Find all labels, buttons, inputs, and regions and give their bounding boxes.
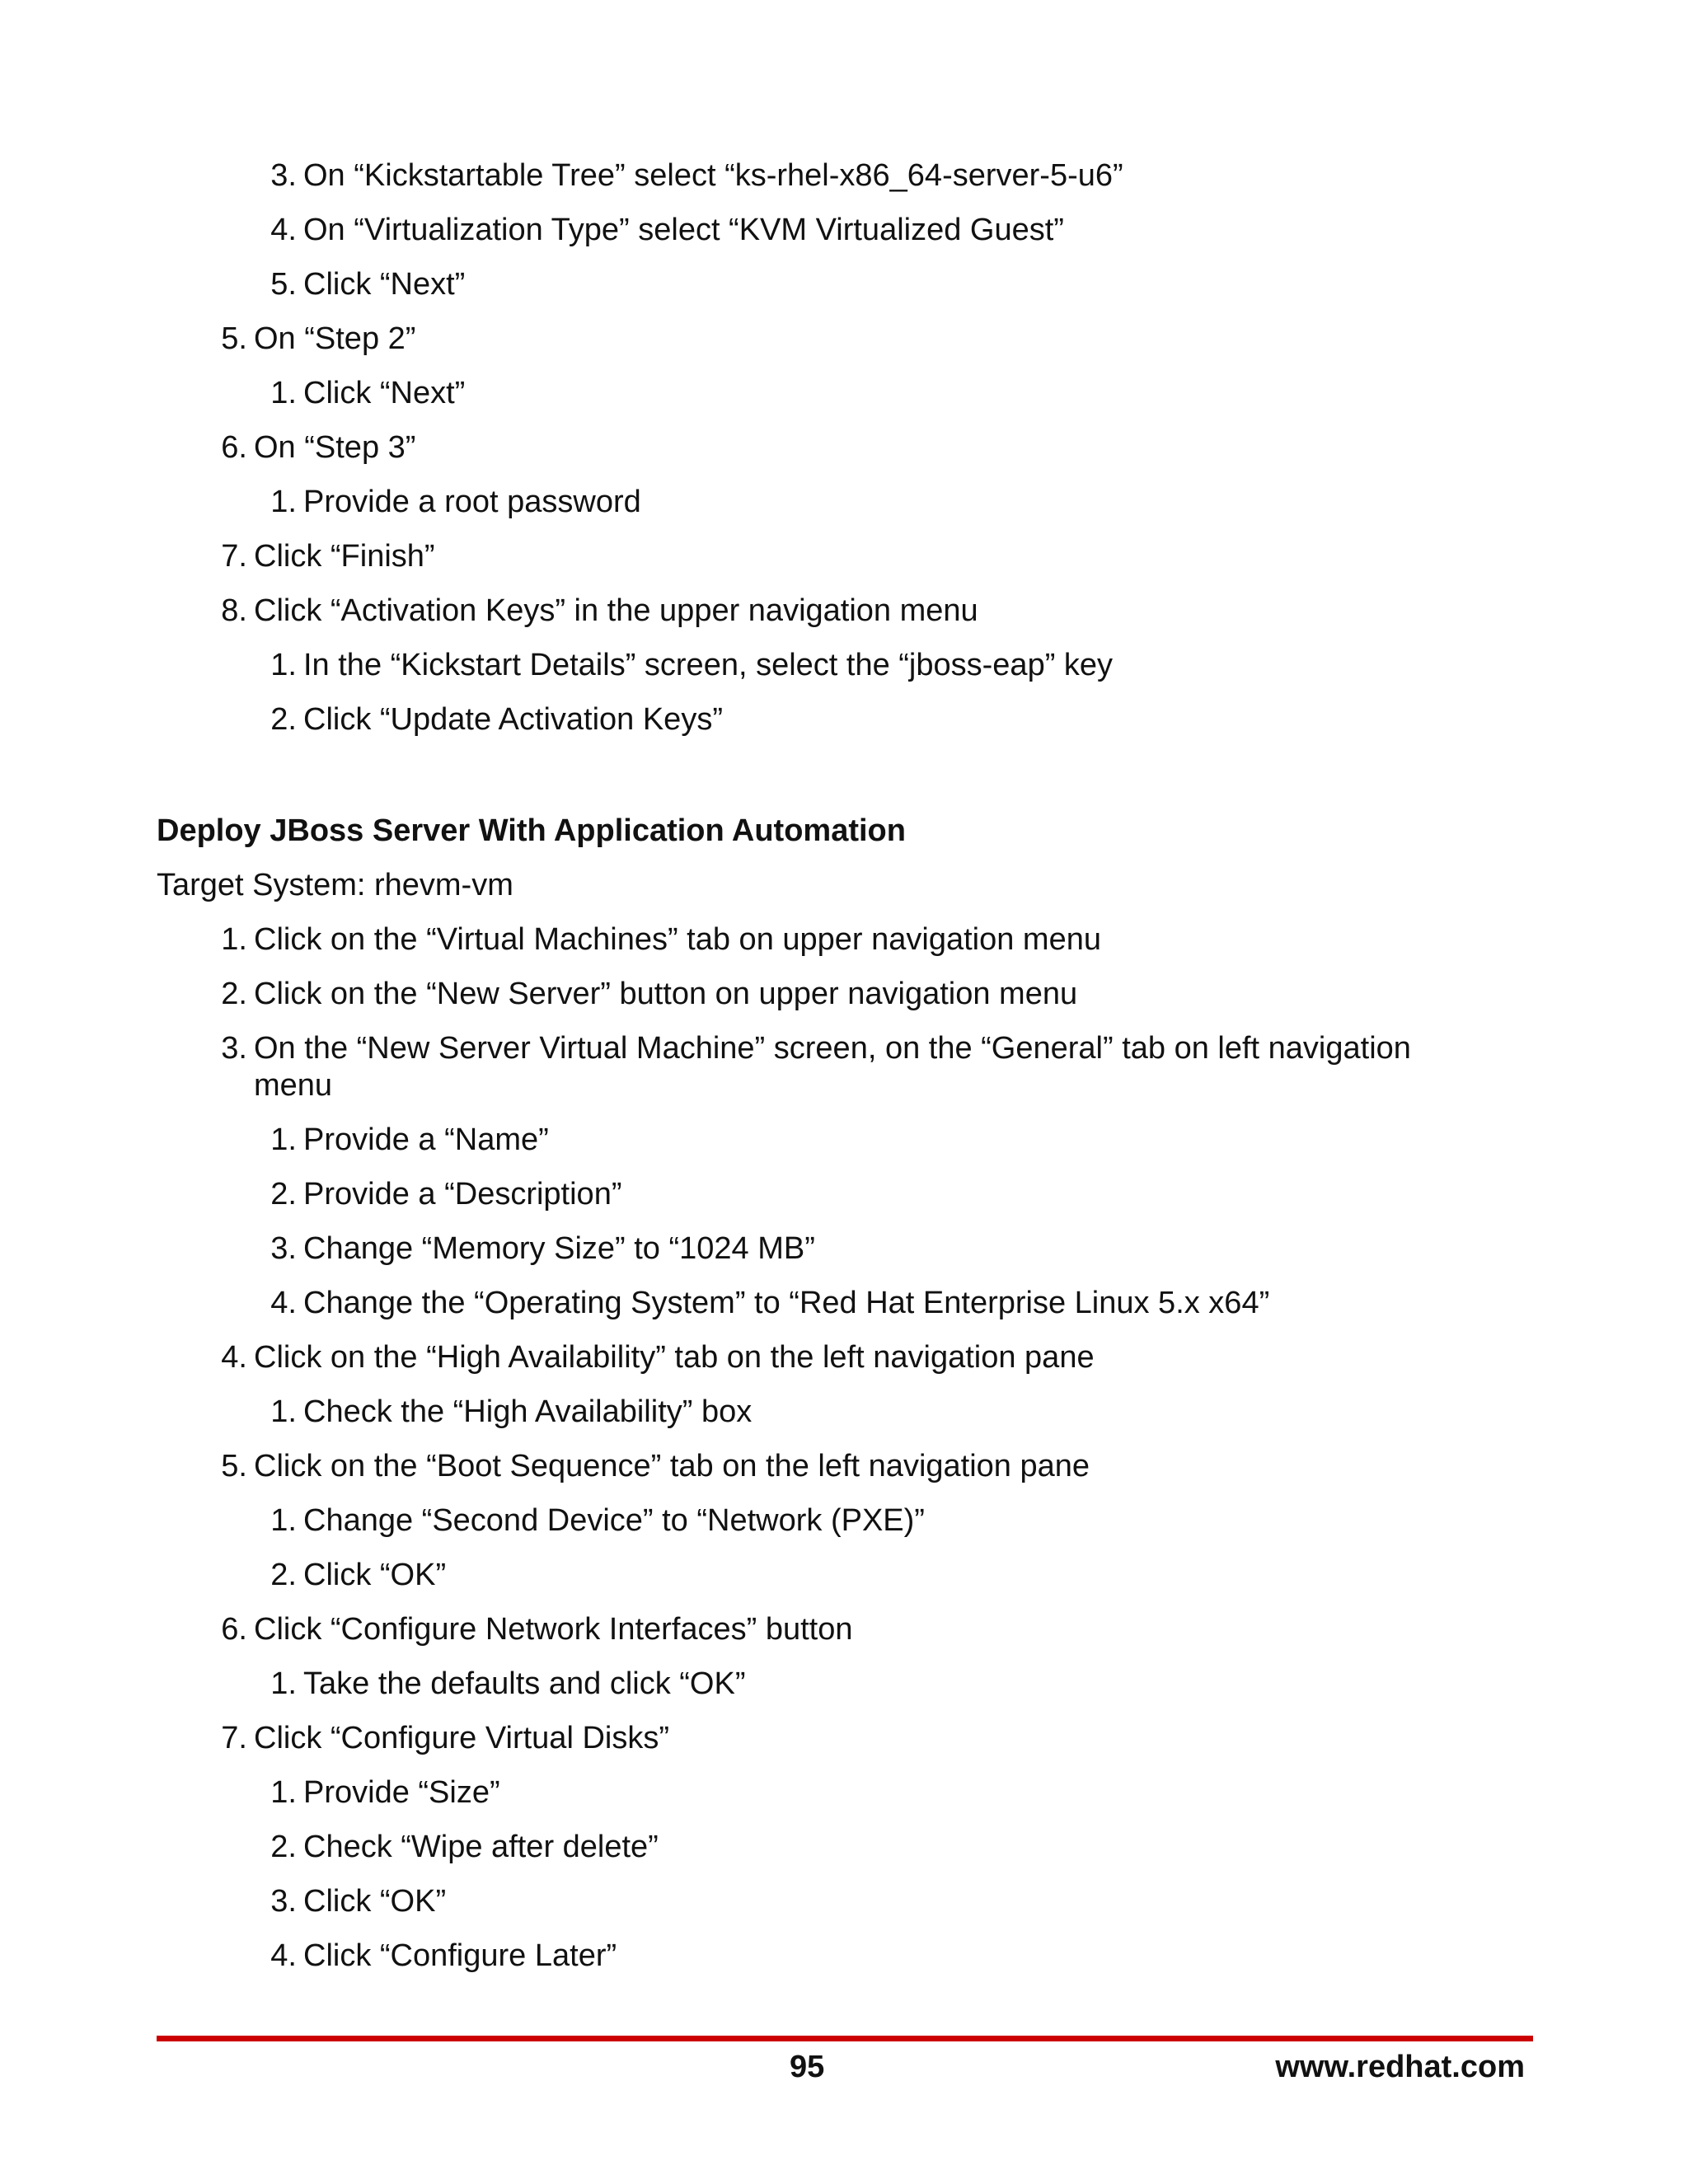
list-item-text: Click on the “High Availability” tab on the left navigation pane (254, 1340, 1095, 1375)
list-item-number: 3. (270, 1884, 297, 1919)
list-item-number: 1. (270, 1666, 297, 1701)
list-item-text: Click “Finish” (254, 539, 435, 574)
list-item-number: 2. (221, 977, 247, 1011)
list-item-text: Change “Memory Size” to “1024 MB” (303, 1231, 815, 1266)
list-item-text: Click “Next” (303, 376, 466, 410)
list-item-number: 1. (270, 648, 297, 682)
list-item-text: Change the “Operating System” to “Red Hat Enterprise Linux 5.x x64” (303, 1286, 1270, 1320)
list-item-number: 6. (221, 1612, 247, 1647)
list-item-text: On the “New Server Virtual Machine” screen, on the “General” tab on left navigation (254, 1031, 1411, 1066)
list-item-text: Click on the “Boot Sequence” tab on the left navigation pane (254, 1449, 1090, 1483)
target-system-text: Target System: rhevm-vm (157, 868, 513, 902)
list-item-text: Click “Update Activation Keys” (303, 702, 723, 737)
list-item-text: Provide a “Description” (303, 1177, 622, 1212)
list-item-number: 2. (270, 1830, 297, 1864)
list-item-number: 5. (221, 321, 247, 356)
list-item-number: 7. (221, 1721, 247, 1755)
list-item-text: On “Kickstartable Tree” select “ks-rhel-x86_64-server-5-u6” (303, 158, 1123, 193)
footer-url: www.redhat.com (1275, 2050, 1525, 2084)
list-item-text: Click “Activation Keys” in the upper navigation menu (254, 593, 978, 628)
list-item-number: 6. (221, 430, 247, 465)
list-item-number: 3. (270, 1231, 297, 1266)
list-item-text: Click “Configure Network Interfaces” button (254, 1612, 853, 1647)
list-item-number: 4. (270, 1938, 297, 1973)
list-item-text: Click “OK” (303, 1558, 447, 1592)
list-item-text: Provide a “Name” (303, 1122, 549, 1157)
list-item-number: 5. (270, 267, 297, 302)
list-item-number: 1. (270, 1394, 297, 1429)
footer-divider (157, 2036, 1533, 2041)
list-item-text: Click “Next” (303, 267, 466, 302)
list-item-number: 4. (221, 1340, 247, 1375)
list-item-text: Check “Wipe after delete” (303, 1830, 659, 1864)
list-item-text: menu (254, 1068, 333, 1103)
list-item-number: 1. (270, 485, 297, 519)
list-item-number: 7. (221, 539, 247, 574)
list-item-number: 3. (270, 158, 297, 193)
list-item-text: Click on the “New Server” button on upper navigation menu (254, 977, 1078, 1011)
list-item-text: Click “Configure Virtual Disks” (254, 1721, 669, 1755)
list-item-number: 1. (270, 376, 297, 410)
list-item-number: 5. (221, 1449, 247, 1483)
list-item-number: 2. (270, 1177, 297, 1212)
list-item-number: 2. (270, 1558, 297, 1592)
list-item-text: Click “Configure Later” (303, 1938, 617, 1973)
list-item-text: Provide a root password (303, 485, 641, 519)
list-item-text: Change “Second Device” to “Network (PXE)” (303, 1503, 925, 1538)
list-item-text: On “Virtualization Type” select “KVM Virtualized Guest” (303, 213, 1064, 247)
list-item-number: 1. (270, 1122, 297, 1157)
list-item-text: Provide “Size” (303, 1775, 500, 1810)
list-item-text: Click “OK” (303, 1884, 447, 1919)
page-number: 95 (790, 2050, 825, 2084)
list-item-number: 1. (221, 922, 247, 957)
list-item-number: 4. (270, 213, 297, 247)
list-item-text: Click on the “Virtual Machines” tab on upper navigation menu (254, 922, 1101, 957)
list-item-text: Check the “High Availability” box (303, 1394, 753, 1429)
list-item-text: On “Step 2” (254, 321, 416, 356)
list-item-number: 1. (270, 1503, 297, 1538)
list-item-text: On “Step 3” (254, 430, 416, 465)
list-item-text: Take the defaults and click “OK” (303, 1666, 746, 1701)
list-item-number: 3. (221, 1031, 247, 1066)
list-item-text: In the “Kickstart Details” screen, select the “jboss-eap” key (303, 648, 1114, 682)
list-item-number: 4. (270, 1286, 297, 1320)
list-item-number: 2. (270, 702, 297, 737)
list-item-number: 8. (221, 593, 247, 628)
list-item-number: 1. (270, 1775, 297, 1810)
section-heading: Deploy JBoss Server With Application Automation (157, 813, 906, 848)
